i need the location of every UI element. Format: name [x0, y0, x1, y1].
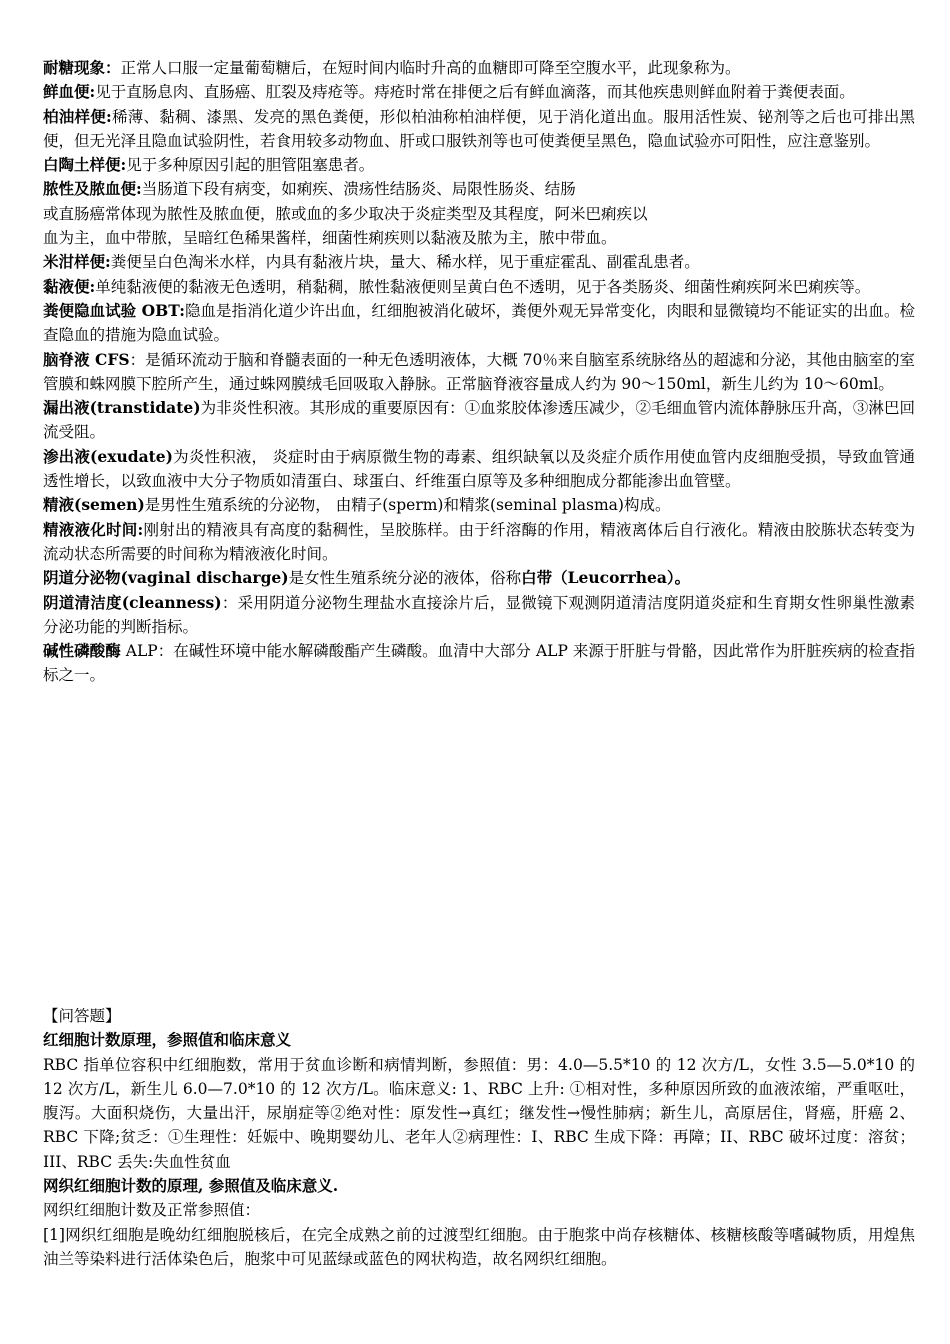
section-label: 【问答题】: [43, 1007, 121, 1025]
term-label: 碱性磷酸酶: [43, 641, 121, 661]
term-continuation: 血为主，血中带脓，呈暗红色稀果酱样，细菌性痢疾则以黏液及脓为主，脓中带血。: [43, 229, 617, 248]
term-text: 正常人口服一定量葡萄糖后，在短时间内临时升高的血糖即可降至空腹水平，此现象称为。: [120, 59, 741, 77]
term-label: 柏油样便:: [43, 106, 112, 126]
term-paragraph: [43, 299, 915, 348]
term-text: 当肠道下段有病变，如痢疾、溃疡性结肠炎、局限性肠炎、结肠: [141, 180, 576, 199]
term-label: 漏出液(transtidate): [43, 398, 201, 418]
term-paragraph: [43, 56, 915, 80]
answer-subtitle: 网织红细胞计数及正常参照值：: [43, 1201, 261, 1220]
term-text: 稀薄、黏稠、漆黑、发亮的黑色粪便，形似柏油称柏油样便，见于消化道出血。服用活性炭、铋剂等之后也可排出黑便，但无光泽且隐血试验阴性，若食用较多动物血、肝或口服铁剂等也可使粪便呈黑色，隐血试验亦可阳性，应注意鉴别。: [43, 107, 915, 150]
term-text: ：采用阴道分泌物生理盐水直接涂片后，显微镜下观测阴道清洁度阴道炎症和生育期女性卵巢性激素分泌功能的判断指标。: [43, 593, 915, 636]
term-text: 见于直肠息肉、直肠癌、肛裂及痔疮等。痔疮时常在排便之后有鲜血滴落，而其他疾患则鲜血附着于粪便表面。: [95, 83, 855, 102]
answer-body: [1]网织红细胞是晚幼红细胞脱核后，在完全成熟之前的过渡型红细胞。由于胞浆中尚存核糖体、核糖核酸等嗜碱物质，用煌焦油兰等染料进行活体染色后，胞浆中可见蓝绿或蓝色的网状构造，故名网织红细胞。: [43, 1225, 915, 1268]
term-paragraph: [43, 518, 915, 567]
term-paragraph: [43, 250, 915, 274]
term-label: 阴道分泌物(vaginal discharge): [43, 568, 289, 588]
term-paragraph: [43, 591, 915, 640]
term-paragraph: [43, 445, 915, 494]
term-label: 精液液化时间:: [43, 519, 144, 539]
term-text: 粪便呈白色淘米水样，内具有黏液片块，量大、稀水样，见于重症霍乱、副霍乱患者。: [110, 253, 700, 272]
term-text: ALP：在碱性环境中能水解磷酸酯产生磷酸。血清中大部分 ALP 来源于肝脏与骨骼，因此常作为肝脏疾病的检查指标之一。: [43, 642, 915, 685]
term-label: 鲜血便:: [43, 82, 96, 102]
question-title-text: 网织红细胞计数的原理, 参照值及临床意义.: [43, 1176, 339, 1196]
term-continuation: 或直肠癌常体现为脓性及脓血便，脓或血的多少取决于炎症类型及其程度，阿米巴痢疾以: [43, 204, 648, 223]
question-title-text: 红细胞计数原理，参照值和临床意义: [43, 1030, 292, 1050]
term-label: 米泔样便:: [43, 252, 111, 272]
answer-body: RBC 指单位容积中红细胞数，常用于贫血诊断和病情判断，参照值：男：4.0—5.5*10 的 12 次方/L，女性 3.5—5.0*10 的 12 次方/L，新生儿 6.0—7.0*10 的 12 次方/L。临床意义: 1、RBC 上升: ①相对性，多种原因所致的血液浓缩，严重呕吐，腹泻。大面积烧伤，大量出汗，尿崩症等②绝对性：原发性→真红；继发性→慢性肺病；新生儿，高原居住，肾癌，肝癌 2、RBC 下降;贫乏：①生理性：妊娠中、晚期婴幼儿、老年人②病理性：I、RBC 生成下降：再障；II、RBC 破坏过度：溶贫；III、RBC 丢失:失血性贫血: [43, 1055, 915, 1171]
term-label: 脑脊液 CFS: [43, 349, 130, 369]
term-label: 脓性及脓血便:: [43, 179, 142, 199]
term-paragraph: [43, 493, 915, 517]
term-text: ：是循环流动于脑和脊髓表面的一种无色透明液体，大概 70％来自脑室系统脉络丛的超滤和分泌，其他由脑室的室管膜和蛛网膜下腔所产生，通过蛛网膜绒毛回吸取入静脉。正常脑脊液容量成人约为 90～150ml，新生儿约为 10～60ml。: [43, 350, 916, 393]
term-paragraph: [43, 639, 915, 688]
term-label: 黏液便:: [43, 276, 96, 296]
qa-section: [43, 1004, 915, 1271]
definitions-section: [43, 56, 915, 688]
term-text: 刚射出的精液具有高度的黏稠性，呈胶胨样。由于纤溶酶的作用，精液离体后自行液化。精液由胶胨状态转变为流动状态所需要的时间称为精液液化时间。: [43, 520, 915, 563]
term-paragraph: [43, 153, 915, 177]
term-label: 渗出液(exudate): [43, 446, 173, 466]
term-paragraph: [43, 566, 915, 590]
term-paragraph: [43, 275, 915, 299]
term-paragraph: [43, 80, 915, 104]
term-label: 耐糖现象：: [43, 58, 121, 77]
question-title: [43, 1174, 915, 1198]
term-paragraph: [43, 396, 915, 445]
term-label: 粪便隐血试验 OBT:: [43, 300, 185, 320]
term-text: 是男性生殖系统的分泌物， 由精子(sperm)和精浆(seminal plasma)构成。: [144, 496, 671, 515]
term-paragraph: [43, 348, 915, 397]
term-text: 隐血是指消化道少许出血，红细胞被消化破坏，粪便外观无异常变化，肉眼和显微镜均不能证实的出血。检查隐血的措施为隐血试验。: [43, 301, 915, 345]
question-title: [43, 1028, 915, 1052]
term-text: 见于多种原因引起的胆管阻塞患者。: [126, 156, 375, 175]
term-text: 为非炎性积液。其形成的重要原因有：①血浆胶体渗透压减少，②毛细血管内流体静脉压升高，③淋巴回流受阻。: [43, 399, 915, 442]
term-paragraph: [43, 177, 915, 201]
term-text: 是女性生殖系统分泌的液体，俗称: [288, 569, 522, 588]
term-label: 白陶土样便:: [43, 155, 127, 175]
term-text: 单纯黏液便的黏液无色透明，稍黏稠，脓性黏液便则呈黄白色不透明，见于各类肠炎、细菌性痢疾阿米巴痢疾等。: [95, 277, 871, 296]
term-label: 精液(semen): [43, 495, 145, 515]
term-text: 为炎性积液， 炎症时由于病原微生物的毒素、组织缺氧以及炎症介质作用使血管内皮细胞受损，导致血管通透性增长，以致血液中大分子物质如清蛋白、球蛋白、纤维蛋白原等及多种细胞成分都能渗出血管壁。: [43, 447, 915, 491]
term-paragraph: [43, 105, 915, 154]
term-label: 阴道清洁度(cleanness): [43, 592, 222, 612]
term-tail-bold: 白带（Leucorrhea）。: [521, 568, 691, 588]
